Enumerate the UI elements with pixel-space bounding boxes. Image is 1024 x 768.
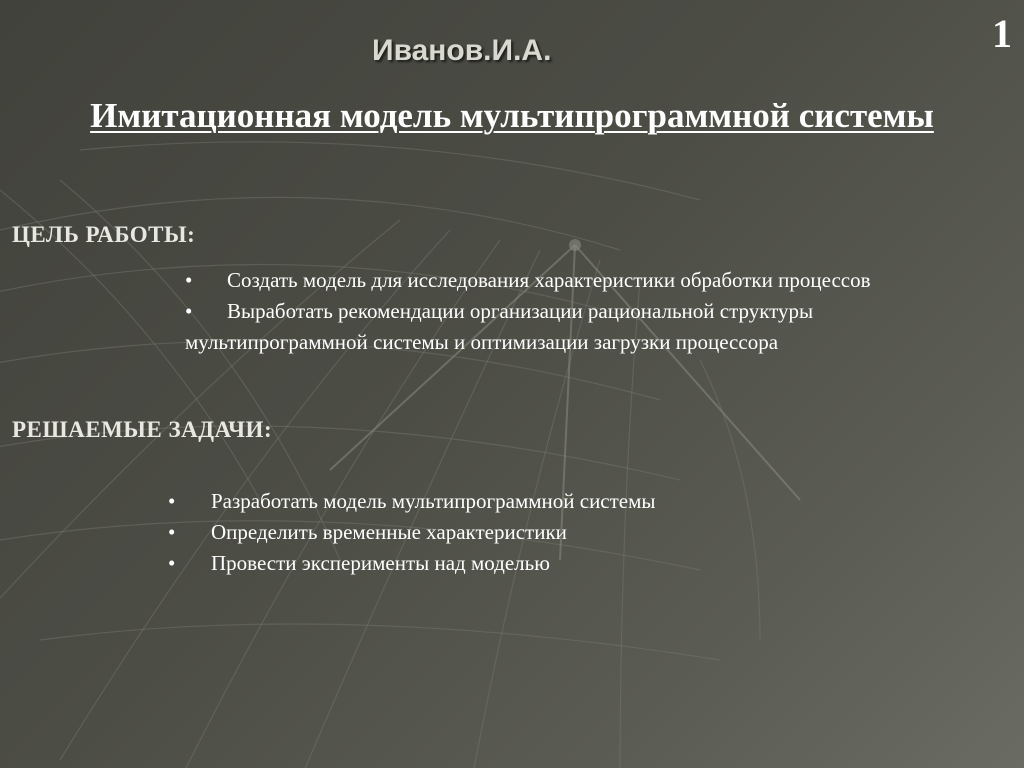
bullet-icon: • — [185, 299, 193, 323]
goal-section-heading: ЦЕЛЬ РАБОТЫ: — [12, 222, 196, 247]
list-item — [168, 548, 948, 579]
bullet-icon: • — [168, 520, 176, 544]
list-item — [168, 517, 948, 548]
task-item-text: Определить временные характеристики — [211, 520, 567, 544]
task-item-text: Разработать модель мультипрограммной системы — [211, 489, 656, 513]
slide-title: Имитационная модель мультипрограммной системы — [90, 96, 934, 135]
goal-item-text: Создать модель для исследования характеристики обработки процессов — [227, 268, 871, 292]
slide-number: 1 — [992, 11, 1012, 56]
bullet-icon: • — [185, 268, 193, 292]
list-item — [185, 265, 965, 296]
author-name: Иванов.И.А. — [372, 34, 552, 67]
list-item — [168, 486, 948, 517]
task-item-text: Провести эксперименты над моделью — [211, 551, 550, 575]
bullet-icon: • — [168, 551, 176, 575]
bullet-icon: • — [168, 489, 176, 513]
goal-item-text: Выработать рекомендации организации рациональной структуры мультипрограммной системы и оптимизации загрузки процессора — [185, 299, 814, 354]
tasks-list — [168, 486, 948, 579]
goal-list — [185, 265, 965, 358]
list-item — [185, 296, 965, 358]
tasks-section-heading: РЕШАЕМЫЕ ЗАДАЧИ: — [12, 417, 273, 442]
